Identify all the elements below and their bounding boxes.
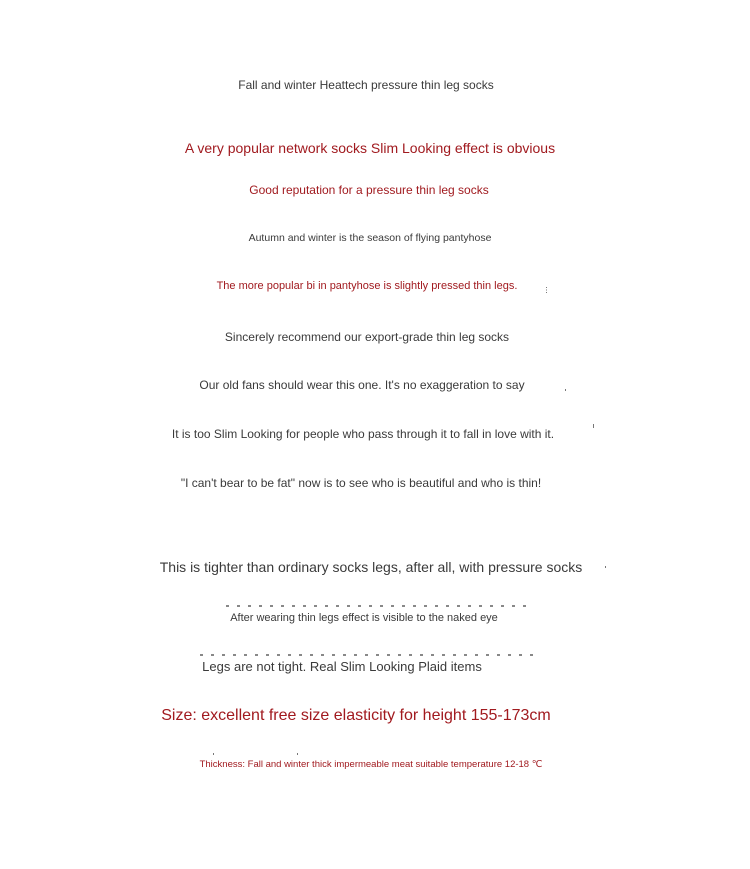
description-line-6: Sincerely recommend our export-grade thin leg socks (224, 330, 510, 344)
size-line: Size: excellent free size elasticity for height 155-173cm (161, 707, 551, 724)
decorative-speck (297, 753, 298, 755)
decorative-speck (213, 753, 214, 755)
decorative-speck (593, 424, 594, 428)
thickness-line: Thickness: Fall and winter thick impermeable meat suitable temperature 12-18 ℃ (199, 759, 543, 770)
description-line-12: Legs are not tight. Real Slim Looking Plaid items (202, 659, 482, 674)
description-line-9: "I can't bear to be fat" now is to see who is beautiful and who is thin! (180, 476, 542, 490)
description-line-5: The more popular bi in pantyhose is slightly pressed thin legs. (216, 280, 518, 292)
description-line-4: Autumn and winter is the season of flying pantyhose (248, 232, 492, 244)
clipped-text-remnant (226, 605, 526, 607)
description-line-1: Fall and winter Heattech pressure thin leg socks (238, 78, 494, 92)
decorative-speck (605, 566, 606, 568)
description-line-8: It is too Slim Looking for people who pass through it to fall in love with it. (171, 427, 555, 441)
decorative-speck (546, 287, 547, 294)
description-line-7: Our old fans should wear this one. It's no exaggeration to say (199, 378, 525, 392)
description-line-11: After wearing thin legs effect is visible to the naked eye (230, 612, 498, 624)
description-line-10: This is tighter than ordinary socks legs, after all, with pressure socks (159, 559, 583, 575)
decorative-speck (565, 389, 566, 391)
description-line-2: A very popular network socks Slim Looking effect is obvious (184, 140, 556, 156)
clipped-text-remnant (200, 654, 540, 656)
description-line-3: Good reputation for a pressure thin leg socks (249, 183, 489, 197)
